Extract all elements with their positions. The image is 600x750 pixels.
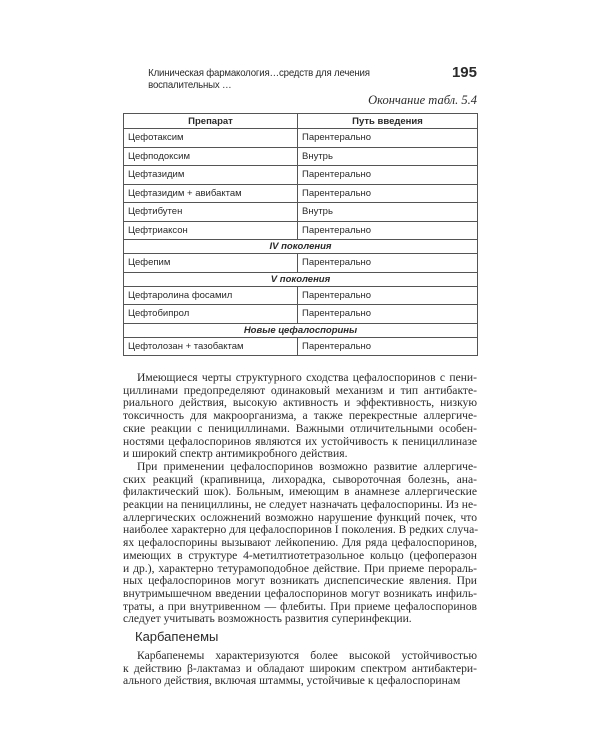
table-row (124, 203, 478, 222)
table-row (124, 166, 478, 185)
route-cell: Внутрь (298, 203, 478, 222)
drug-cell: Цефтаролина фосамил (124, 286, 298, 305)
text-line: токсичность для макроорганизма, а также перекрестные аллергиче- (123, 409, 477, 423)
group-label: IV поколения (124, 240, 478, 254)
drug-cell: Цефтобипрол (124, 305, 298, 324)
route-cell: Парентерально (298, 184, 478, 203)
group-label: Новые цефалоспорины (124, 323, 478, 337)
route-cell: Парентерально (298, 129, 478, 148)
text-line: реакции на пенициллины, не следует назначать цефалоспорины. Из не- (123, 498, 477, 512)
table-row (124, 221, 478, 240)
text-line: ных цефалоспоринов могут возникать диспепсические явления. При (123, 574, 477, 588)
text-line: ские реакции с пенициллинами. Важными отличительными особен- (123, 421, 477, 435)
table-row (124, 286, 478, 305)
drug-cell: Цефподоксим (124, 147, 298, 166)
column-header-route: Путь введения (298, 114, 478, 129)
drug-cell: Цефтазидим (124, 166, 298, 185)
route-cell: Парентерально (298, 286, 478, 305)
text-line: ностями цефалоспоринов являются их устойчивость к пенициллиназе (123, 434, 477, 448)
table-row (124, 305, 478, 324)
text-line: филактический шок). Больным, имеющим в анамнезе аллергические (123, 485, 477, 499)
text-line: Имеющиеся черты структурного сходства цефалоспоринов с пени- (137, 371, 477, 384)
table-group-row (124, 272, 478, 286)
text-line: имеющих в структуре 4-метилтиотетразольное кольцо (цефоперазон (123, 548, 477, 562)
table-group-row (124, 240, 478, 254)
drug-cell: Цефепим (124, 254, 298, 273)
route-cell: Парентерально (298, 305, 478, 324)
body-text (123, 372, 477, 626)
table-group-row (124, 323, 478, 337)
running-title: Клиническая фармакология…средств для лечения воспалительных … (148, 67, 370, 91)
group-label: V поколения (124, 272, 478, 286)
page-number: 195 (451, 64, 477, 81)
text-line: ях цефалоспорины вызывают лейкопению. Для ряда цефалоспоринов, (123, 536, 477, 550)
drug-cell: Цефотаксим (124, 129, 298, 148)
text-line: ального действия, включая штаммы, устойчивые к цефалоспоринам (123, 674, 461, 688)
text-line: циллинами предопределяют одинаковый механизм и тип антибакте- (123, 383, 477, 397)
column-header-drug: Препарат (124, 114, 298, 129)
text-line: аллергических осложнений возможно нарушение функций почек, что (123, 510, 477, 524)
text-line: к действию β-лактамаз и обладают широким спектром антибактери- (123, 661, 477, 675)
drug-cell: Цефтазидим + авибактам (124, 184, 298, 203)
text-line: ских реакций (крапивница, лихорадка, сывороточная болезнь, ана- (123, 472, 477, 486)
text-line: наиболее характерно для цефалоспоринов I поколения. В редких случа- (123, 523, 479, 537)
text-line: траты, а при внутривенном — флебиты. При приеме цефалоспоринов (123, 599, 477, 613)
drug-cell: Цефтолозан + тазобактам (124, 337, 298, 356)
table-row (124, 129, 478, 148)
text-line: При применении цефалоспоринов возможно развитие аллергиче- (137, 459, 477, 473)
section-text (123, 650, 477, 688)
table-row (124, 337, 478, 356)
running-header (123, 64, 477, 91)
text-line: внутримышечном введении цефалоспоринов могут возникать инфиль- (123, 586, 477, 600)
drug-cell: Цефтибутен (124, 203, 298, 222)
route-cell: Парентерально (298, 166, 478, 185)
drug-cell: Цефтриаксон (124, 221, 298, 240)
table-row (124, 147, 478, 166)
route-cell: Парентерально (298, 221, 478, 240)
route-cell: Парентерально (298, 254, 478, 273)
text-line: риального действия, высокую активность и эффективность, низкую (123, 396, 477, 410)
route-cell: Парентерально (298, 337, 478, 356)
table-caption: Окончание табл. 5.4 (368, 93, 477, 107)
drug-route-table (123, 113, 478, 356)
route-cell: Внутрь (298, 147, 478, 166)
section-heading: Карбапенемы (135, 629, 219, 644)
text-line: и др.), характерно тетурамоподобное действие. При приеме перораль- (123, 561, 477, 575)
table-row (124, 254, 478, 273)
table-row (124, 184, 478, 203)
text-line: следует учитывать возможность развития суперинфекции. (123, 612, 412, 626)
text-line: и широкий спектр антимикробного действия. (123, 447, 348, 461)
text-line: Карбапенемы характеризуются более высокой устойчивостью (137, 649, 477, 662)
